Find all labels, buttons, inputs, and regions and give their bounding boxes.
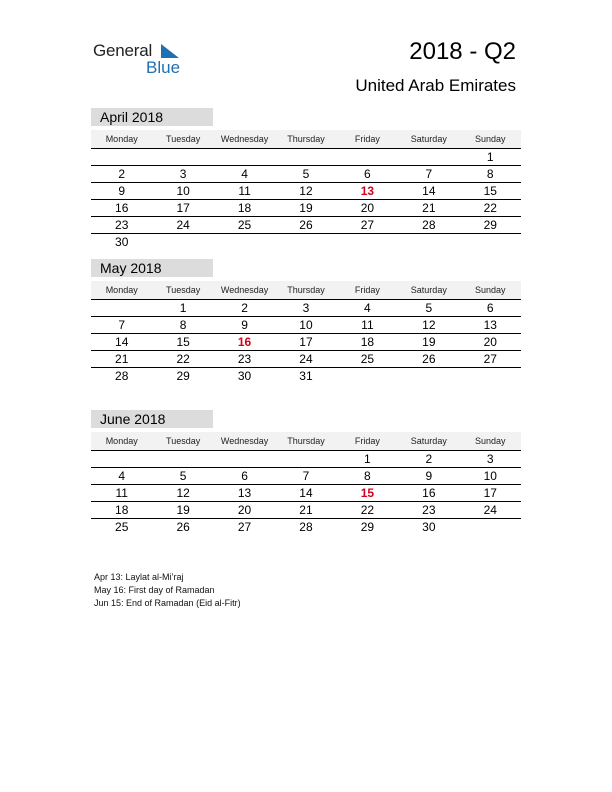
empty-day-cell	[275, 149, 336, 165]
week-row	[91, 334, 521, 351]
day-name: Sunday	[474, 134, 506, 144]
week-row	[91, 502, 521, 519]
day-cell: 16	[237, 335, 252, 349]
day-cell: 17	[176, 201, 190, 215]
day-cell: 30	[422, 520, 436, 534]
day-cell: 2	[425, 452, 433, 466]
week-row	[91, 166, 521, 183]
day-cell: 15	[483, 184, 497, 198]
logo-word-blue: Blue	[146, 58, 181, 77]
day-cell: 8	[179, 318, 187, 332]
day-cell: 4	[118, 469, 126, 483]
day-name: Friday	[354, 134, 380, 144]
day-cell: 10	[299, 318, 313, 332]
empty-day-cell	[91, 300, 152, 316]
month-title: May 2018	[91, 259, 213, 277]
day-name: Tuesday	[166, 134, 201, 144]
month-title: June 2018	[91, 410, 213, 428]
day-cell: 26	[299, 218, 313, 232]
day-cell: 10	[176, 184, 190, 198]
day-cell: 24	[483, 503, 497, 517]
week-row	[91, 351, 521, 368]
empty-day-cell	[275, 451, 336, 467]
page-title: 2018 - Q2	[409, 38, 516, 65]
day-cell: 25	[115, 520, 129, 534]
empty-day-cell	[398, 368, 459, 384]
day-name: Saturday	[410, 436, 447, 446]
month-weeks	[91, 451, 521, 535]
week-row	[91, 217, 521, 234]
day-cell: 2	[118, 167, 126, 181]
day-name: Saturday	[410, 134, 447, 144]
day-cell: 18	[237, 201, 252, 215]
day-names-row	[91, 281, 521, 300]
day-cell: 9	[425, 469, 433, 483]
day-cell: 21	[115, 352, 129, 366]
empty-day-cell	[91, 451, 152, 467]
week-row	[91, 300, 521, 317]
day-name: Sunday	[474, 436, 506, 446]
week-row	[91, 183, 521, 200]
empty-day-cell	[214, 234, 275, 250]
day-name: Monday	[105, 285, 138, 295]
day-cell: 12	[422, 318, 436, 332]
day-cell: 16	[115, 201, 129, 215]
day-cell: 11	[361, 318, 374, 332]
day-name: Saturday	[410, 285, 447, 295]
day-cell: 21	[422, 201, 436, 215]
day-name: Friday	[354, 285, 380, 295]
day-names-row	[91, 432, 521, 451]
day-cell: 12	[176, 486, 190, 500]
empty-day-cell	[152, 149, 213, 165]
day-cell: 22	[176, 352, 190, 366]
day-cell: 23	[237, 352, 252, 366]
empty-day-cell	[214, 451, 275, 467]
holiday-note: Jun 15: End of Ramadan (Eid al-Fitr)	[94, 598, 241, 608]
day-cell: 15	[176, 335, 190, 349]
week-row	[91, 451, 521, 468]
day-cell: 1	[364, 452, 371, 466]
day-cell: 5	[179, 469, 187, 483]
day-name: Wednesday	[220, 436, 269, 446]
day-name: Thursday	[287, 134, 325, 144]
holiday-note: Apr 13: Laylat al-Mi’raj	[94, 572, 184, 582]
day-cell: 26	[176, 520, 190, 534]
day-cell: 3	[302, 301, 310, 315]
day-cell: 21	[299, 503, 313, 517]
week-row	[91, 468, 521, 485]
day-cell: 18	[115, 503, 129, 517]
day-name: Tuesday	[166, 436, 201, 446]
day-cell: 11	[115, 486, 128, 500]
day-cell: 25	[360, 352, 375, 366]
day-cell: 22	[360, 503, 375, 517]
empty-day-cell	[275, 234, 336, 250]
day-cell: 17	[299, 335, 313, 349]
day-cell: 24	[299, 352, 313, 366]
day-cell: 30	[237, 369, 252, 383]
week-row	[91, 149, 521, 166]
day-cell: 29	[483, 218, 497, 232]
day-cell: 30	[115, 235, 129, 249]
day-cell: 13	[237, 486, 252, 500]
day-cell: 20	[237, 503, 252, 517]
day-cell: 2	[241, 301, 248, 315]
empty-day-cell	[460, 519, 521, 535]
day-cell: 10	[483, 469, 497, 483]
day-name: Monday	[105, 134, 138, 144]
day-cell: 3	[179, 167, 187, 181]
day-cell: 29	[360, 520, 375, 534]
empty-day-cell	[460, 368, 521, 384]
country-name: United Arab Emirates	[355, 76, 516, 95]
day-cell: 11	[238, 184, 251, 198]
day-cell: 31	[299, 369, 313, 383]
day-cell: 5	[425, 301, 433, 315]
day-name: Wednesday	[220, 285, 269, 295]
day-cell: 9	[241, 318, 248, 332]
day-cell: 4	[364, 301, 371, 315]
day-cell: 28	[115, 369, 129, 383]
day-cell: 1	[179, 301, 187, 315]
day-cell: 14	[422, 184, 436, 198]
day-cell: 8	[486, 167, 494, 181]
day-cell: 20	[360, 201, 375, 215]
empty-day-cell	[337, 234, 398, 250]
day-cell: 7	[118, 318, 126, 332]
day-cell: 28	[422, 218, 436, 232]
day-cell: 26	[422, 352, 436, 366]
day-cell: 27	[237, 520, 252, 534]
holiday-note: May 16: First day of Ramadan	[94, 585, 215, 595]
day-cell: 18	[360, 335, 375, 349]
day-cell: 19	[176, 503, 190, 517]
logo-word-general: General	[93, 41, 153, 60]
day-cell: 9	[118, 184, 126, 198]
month-june	[91, 410, 521, 535]
empty-day-cell	[460, 234, 521, 250]
generalblue-logo	[93, 40, 193, 80]
day-cell: 14	[299, 486, 313, 500]
day-cell: 5	[302, 167, 310, 181]
day-name: Thursday	[287, 285, 325, 295]
day-cell: 13	[360, 184, 375, 198]
day-cell: 27	[483, 352, 497, 366]
empty-day-cell	[398, 234, 459, 250]
day-cell: 29	[176, 369, 190, 383]
day-cell: 7	[302, 469, 310, 483]
day-cell: 17	[483, 486, 497, 500]
day-cell: 28	[299, 520, 313, 534]
day-cell: 6	[241, 469, 248, 483]
day-cell: 24	[176, 218, 190, 232]
day-name: Monday	[105, 436, 138, 446]
week-row	[91, 234, 521, 250]
day-cell: 23	[422, 503, 436, 517]
empty-day-cell	[398, 149, 459, 165]
day-cell: 1	[486, 150, 494, 164]
week-row	[91, 368, 521, 384]
day-cell: 22	[483, 201, 497, 215]
day-cell: 3	[486, 452, 494, 466]
month-weeks	[91, 149, 521, 250]
logo-triangle-icon	[161, 44, 179, 58]
day-cell: 25	[237, 218, 252, 232]
day-name: Tuesday	[166, 285, 201, 295]
day-cell: 23	[115, 218, 129, 232]
empty-day-cell	[214, 149, 275, 165]
week-row	[91, 519, 521, 535]
day-cell: 13	[483, 318, 497, 332]
day-cell: 20	[483, 335, 497, 349]
day-name: Friday	[354, 436, 380, 446]
day-name: Sunday	[474, 285, 506, 295]
month-title: April 2018	[91, 108, 213, 126]
day-cell: 27	[360, 218, 375, 232]
month-may	[91, 259, 521, 384]
day-cell: 19	[299, 201, 313, 215]
day-cell: 15	[360, 486, 375, 500]
day-name: Wednesday	[220, 134, 269, 144]
day-cell: 8	[364, 469, 371, 483]
day-cell: 19	[422, 335, 436, 349]
day-cell: 4	[241, 167, 248, 181]
empty-day-cell	[152, 234, 213, 250]
week-row	[91, 200, 521, 217]
month-weeks	[91, 300, 521, 384]
holiday-notes	[94, 571, 241, 610]
day-cell: 6	[486, 301, 494, 315]
empty-day-cell	[152, 451, 213, 467]
day-names-row	[91, 130, 521, 149]
day-cell: 7	[425, 167, 433, 181]
empty-day-cell	[337, 368, 398, 384]
week-row	[91, 485, 521, 502]
month-april	[91, 108, 521, 250]
day-cell: 16	[422, 486, 436, 500]
day-name: Thursday	[287, 436, 325, 446]
empty-day-cell	[91, 149, 152, 165]
week-row	[91, 317, 521, 334]
day-cell: 14	[115, 335, 129, 349]
empty-day-cell	[337, 149, 398, 165]
day-cell: 6	[364, 167, 371, 181]
day-cell: 12	[299, 184, 313, 198]
